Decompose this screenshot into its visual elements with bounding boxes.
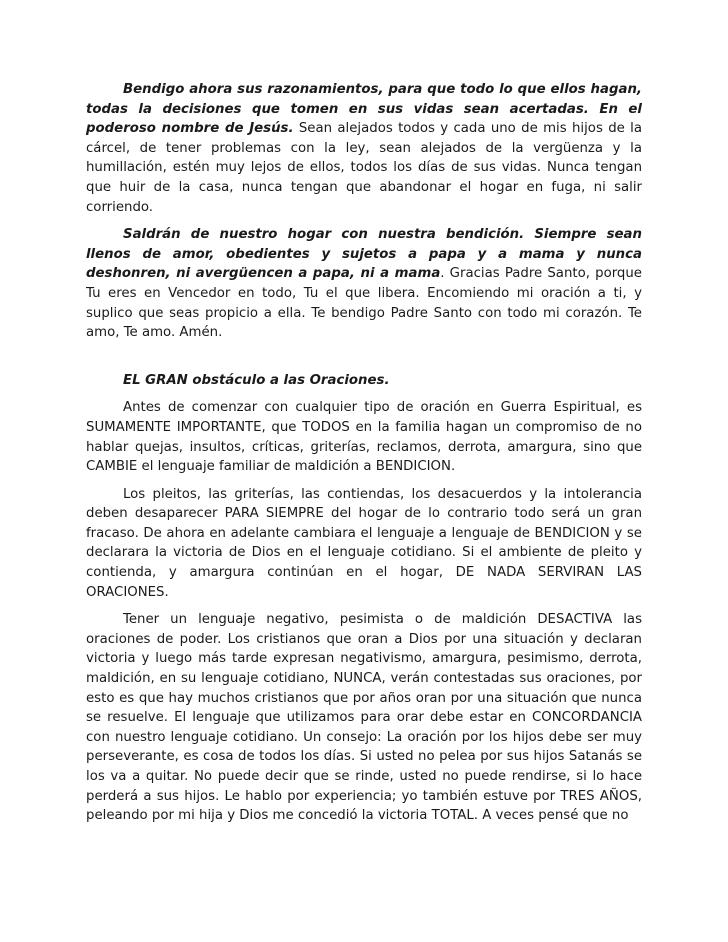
paragraph-blessing-1-emphasis: Bendigo ahora sus razonamientos, para que todo lo que ellos hagan, todas la decisiones que tomen en sus vidas sean acertadas. En el poderoso nombre de Jesús. [86, 82, 642, 137]
paragraph-blessing-1 [86, 80, 642, 217]
paragraph-blessing-1-text: Sean alejados todos y cada uno de mis hijos de la cárcel, de tener problemas con la ley, sean alejados de la vergüenza y la humillación, estén muy lejos de ellos, todos los días de sus vidas. Nunca tengan que huir de la casa, nunca tengan que abandonar el hogar en fuga, ni salir corriendo. [86, 121, 642, 215]
paragraph-blessing-2 [86, 225, 642, 343]
paragraph-body-1: Antes de comenzar con cualquier tipo de oración en Guerra Espiritual, es SUMAMENTE IMPORTANTE, que TODOS en la familia hagan un compromiso de no hablar quejas, insultos, críticas, griterías, reclamos, derrota, amargura, sino que CAMBIE el lenguaje familiar de maldición a BENDICION. [86, 400, 642, 475]
paragraph-body-3: Tener un lenguaje negativo, pesimista o de maldición DESACTIVA las oraciones de poder. Los cristianos que oran a Dios por una situación y declaran victoria y luego más tarde expresan negativismo, amargura, pesimismo, derrota, maldición, en su lenguaje cotidiano, NUNCA, verán contestadas sus oraciones, por esto es que hay muchos cristianos que por años oran por una situación que nunca se resuelve. El lenguaje que utilizamos para orar debe estar en CONCORDANCIA con nuestro lenguaje cotidiano. Un consejo: La oración por los hijos debe ser muy perseverante, es cosa de todos los días. Si usted no pelea por sus hijos Satanás se los va a quitar. No puede decir que se rinde, usted no puede rendirse, si lo hace perderá a sus hijos. Le hablo por experiencia; yo también estuve por TRES AÑOS, peleando por mi hija y Dios me concedió la victoria TOTAL. A veces pensé que no [86, 612, 642, 824]
paragraph-blessing-2-text: . Gracias Padre Santo, porque Tu eres en Vencedor en todo, Tu el que libera. Encomiendo mi oración a ti, y suplico que seas propicio a ella. Te bendigo Padre Santo con todo mi corazón. Te amo, Te amo. Amén. [86, 266, 642, 341]
section-heading [86, 371, 642, 391]
section-heading-text: EL GRAN obstáculo a las Oraciones. [123, 372, 390, 388]
paragraph-body-2: Los pleitos, las griterías, las contiendas, los desacuerdos y la intolerancia deben desaparecer PARA SIEMPRE del hogar de lo contrario todo será un gran fracaso. De ahora en adelante cambiara el lenguaje a lenguaje de BENDICION y se declarara la victoria de Dios en el lenguaje cotidiano. Si el ambiente de pleito y contienda, y amargura continúan en el hogar, DE NADA SERVIRAN LAS ORACIONES. [86, 486, 642, 600]
paragraph-blessing-2-emphasis: Saldrán de nuestro hogar con nuestra bendición. Siempre sean llenos de amor, obedientes y sujetos a papa y a mama y nunca deshonren, ni avergüencen a papa, ni a mama [86, 227, 642, 282]
